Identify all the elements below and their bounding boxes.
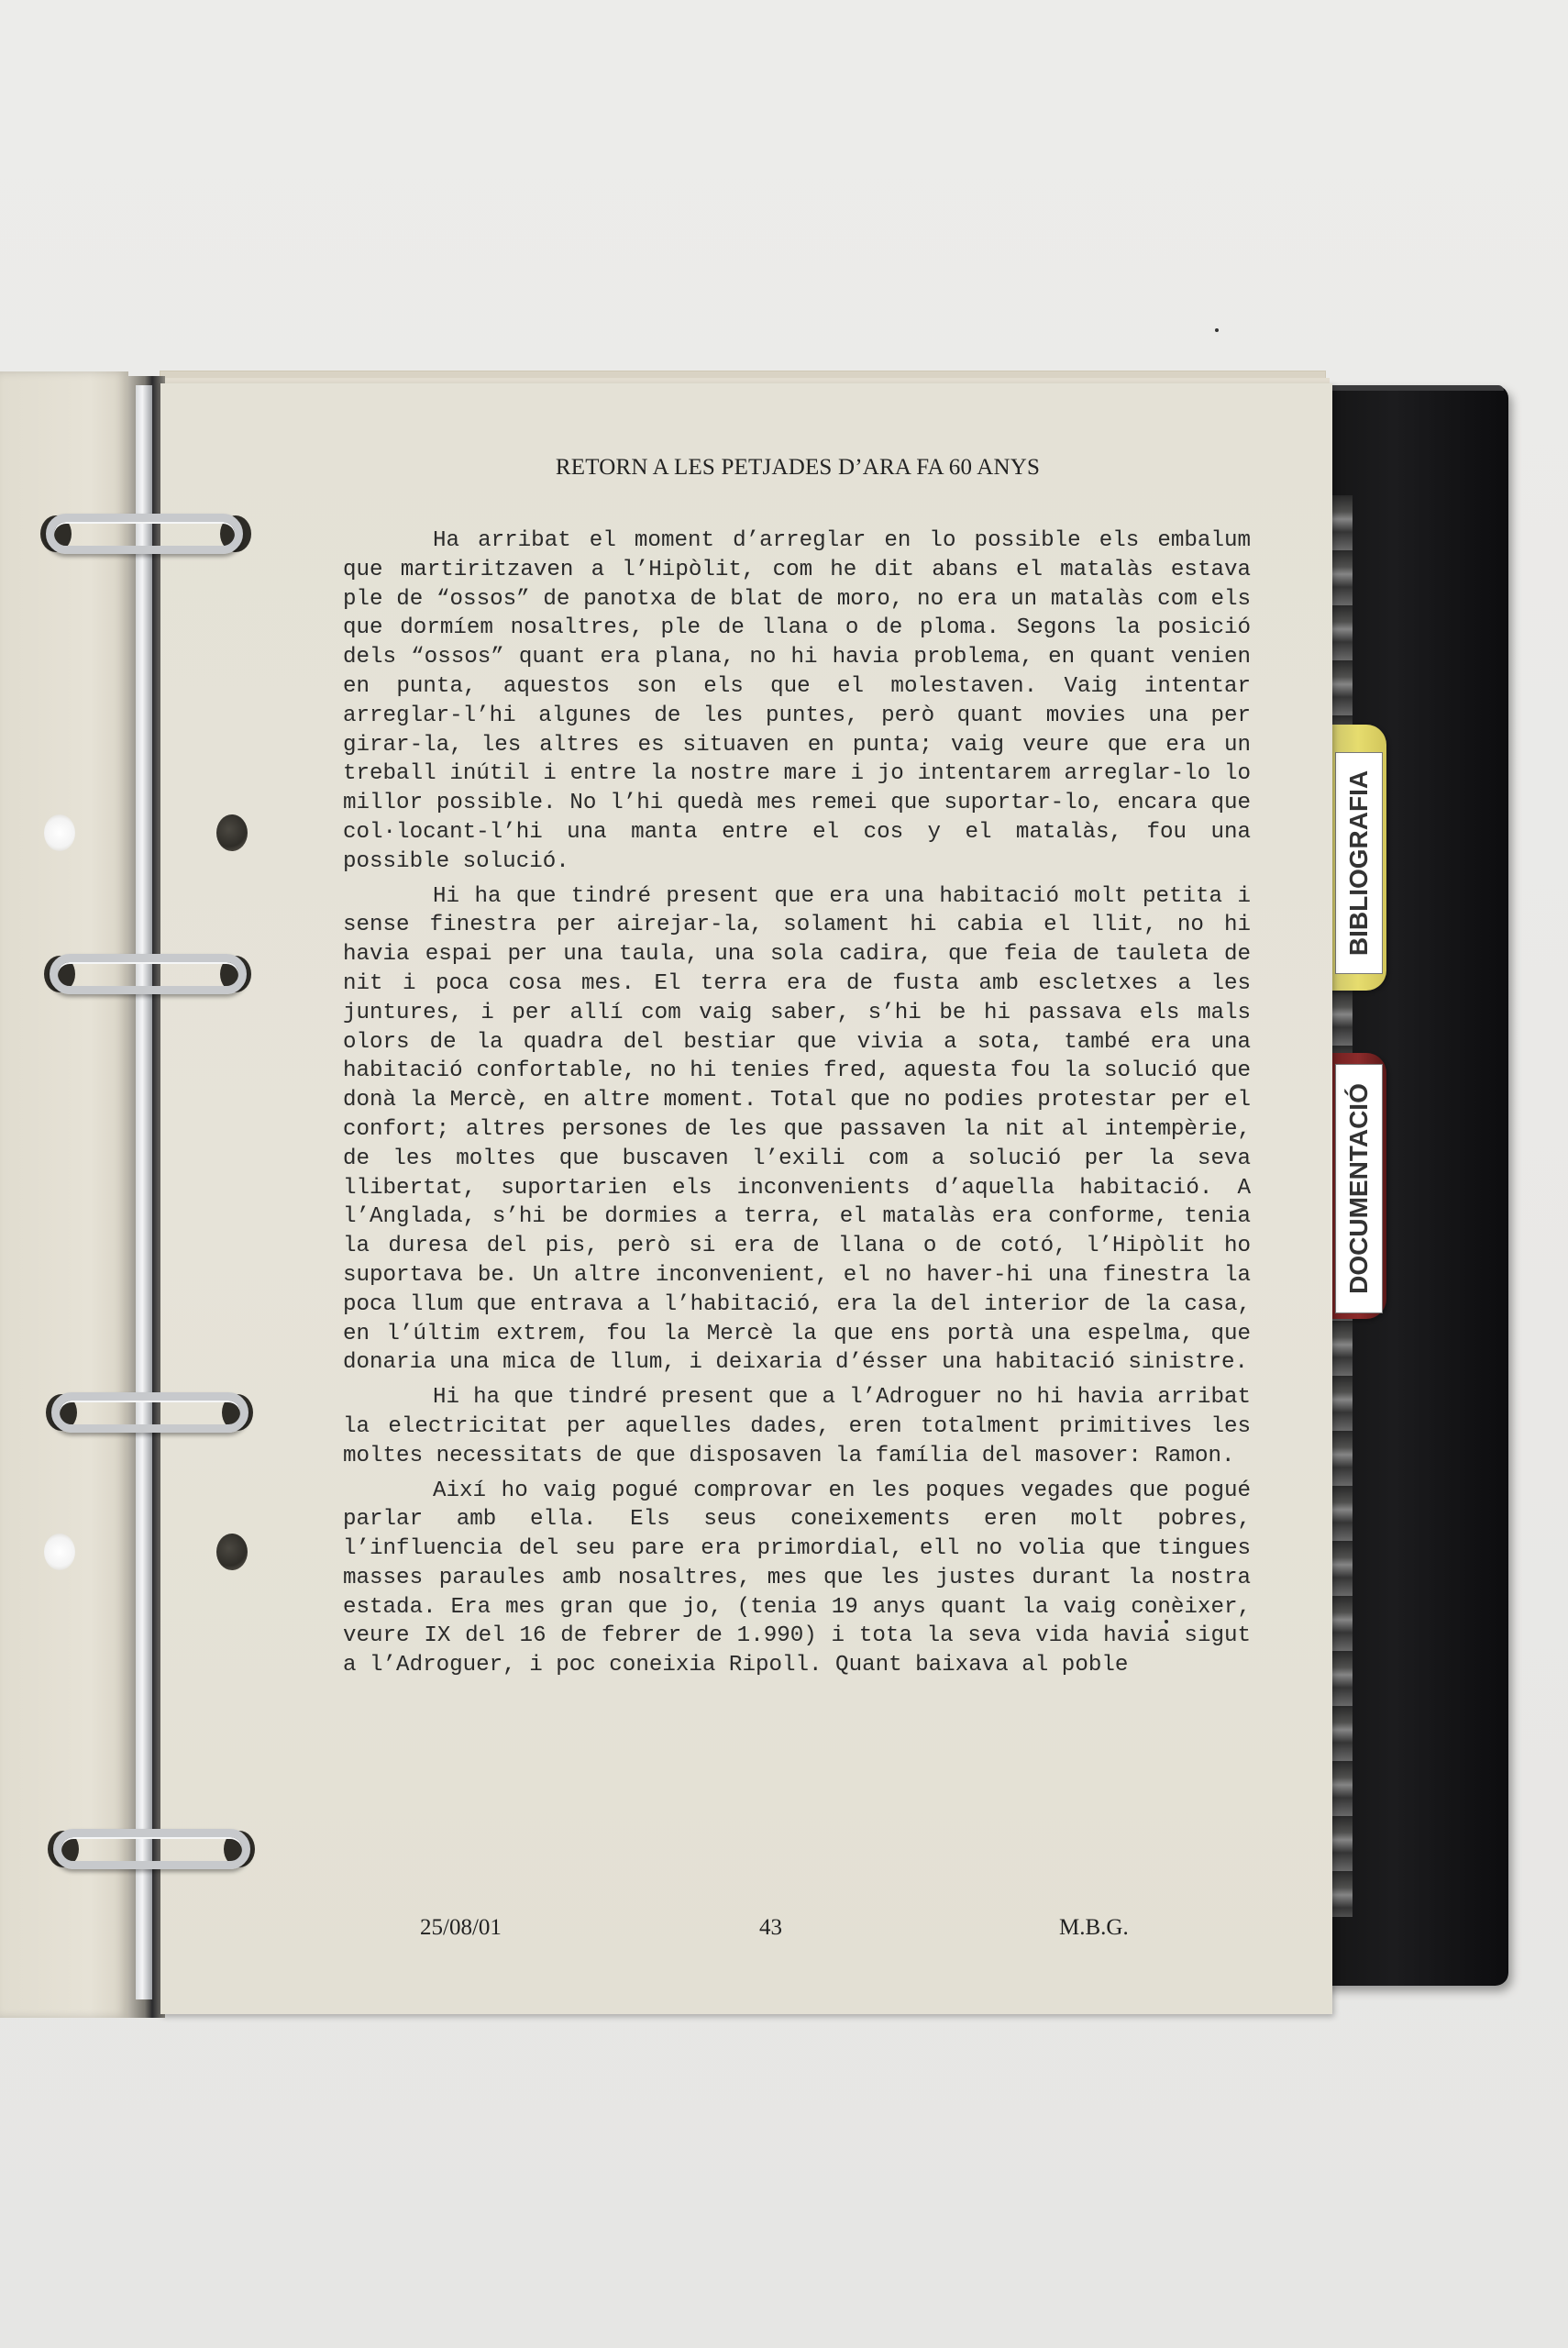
punch-hole bbox=[44, 1534, 75, 1570]
binder-ring bbox=[53, 1829, 250, 1869]
paragraph: Ha arribat el moment d’arreglar en lo possible els embalum que martiritzaven a l’Hipòlit, com he dit abans el matalàs estava ple de “ossos” de panotxa de blat de moro, no era un matalàs com els que dormíem nosaltres, ple de llana o de ploma. Segons la posició dels “ossos” quant era plana, no hi havia problema, en quant venien en punta, aquestos son els que el molestaven. Vaig intentar arreglar-l’hi algunes de les puntes, però quant movies una per girar-la, les altres es situaven en punta; vaig veure que era un treball inútil i entre la nostre mare i jo intentarem arreglar-lo lo millor possible. No l’hi quedà mes remei que suportar-lo, encara que col·locant-l’hi una manta entre el cos y el matalàs, fou una possible solució. bbox=[343, 528, 1251, 874]
paragraph: Així ho vaig pogué comprovar en les poques vegades que pogué parlar amb ella. Els seus coneixements eren molt pobres, l’influencia del seu pare era primordial, ell no volia que tingues masses paraules amb nosaltres, mes que les justes durant la nostra estada. Era mes gran que jo, (tenia 19 anys quant la vaig conèixer, veure IX del 16 de febrer de 1.990) i tota la seva vida havia sigut a l’Adroguer, i poc coneixia Ripoll. Quant baixava al poble bbox=[343, 1478, 1251, 1678]
binder-ring bbox=[46, 514, 243, 554]
footer-author: M.B.G. bbox=[1059, 1915, 1129, 1940]
footer-date: 25/08/01 bbox=[420, 1915, 502, 1940]
binder-spine-metal bbox=[136, 385, 152, 1999]
paragraph: Hi ha que tindré present que era una habitació molt petita i sense finestra per airejar-la, solament hi cabia el llit, no hi havia espai per una taula, una sola cadira, que feia de tauleta de nit i poca cosa mes. El terra era de fusta amb escletxes a les juntures, i per allí com vaig saber, s’hi be hi passava els mals olors de la quadra del bestiar que vivia a sota, també era una habitació confortable, no hi tenies fred, aquesta fou la solució que donà la Mercè, en altre moment. Total que no podies protestar per el confort; altres persones de les que passaven la nit al intempèrie, de les moltes que buscaven l’exili com a solució per la seva llibertat, suportarien els inconvenients d’aquella habitació. A l’Anglada, s’hi be dormies a terra, el matalàs era conforme, tenia la duresa del pis, però si era de llana o de cotó, l’Hipòlit ho suportava be. Un altre inconvenient, el no haver-hi una finestra la poca llum que entrava a l’habitació, era la del interior de la casa, en l’últim extrem, fou la Mercè la que ens portà una espelma, que donaria una mica de llum, i deixaria d’ésser una habitació sinistre. bbox=[343, 883, 1251, 1376]
binder-ring bbox=[50, 954, 247, 994]
punch-hole bbox=[216, 1534, 248, 1570]
facing-page-left bbox=[0, 371, 128, 2018]
page-number: 43 bbox=[759, 1915, 782, 1940]
bibliography-tab-label: BIBLIOGRAFIA bbox=[1335, 752, 1383, 974]
page-body bbox=[343, 526, 1251, 1686]
punch-hole bbox=[216, 814, 248, 851]
punch-hole bbox=[44, 814, 75, 851]
page-header: RETORN A LES PETJADES D’ARA FA 60 ANYS bbox=[555, 455, 1041, 480]
dust-speck bbox=[1215, 328, 1219, 332]
ink-speck bbox=[1165, 1620, 1168, 1623]
binder-ring bbox=[51, 1392, 248, 1433]
documentation-tab-label: DOCUMENTACIÓ bbox=[1335, 1064, 1383, 1313]
paragraph: Hi ha que tindré present que a l’Adroguer no hi havia arribat la electricitat per aquelles dades, eren totalment primitives les moltes necessitats de que disposaven la família del masover: Ramon. bbox=[343, 1385, 1251, 1468]
